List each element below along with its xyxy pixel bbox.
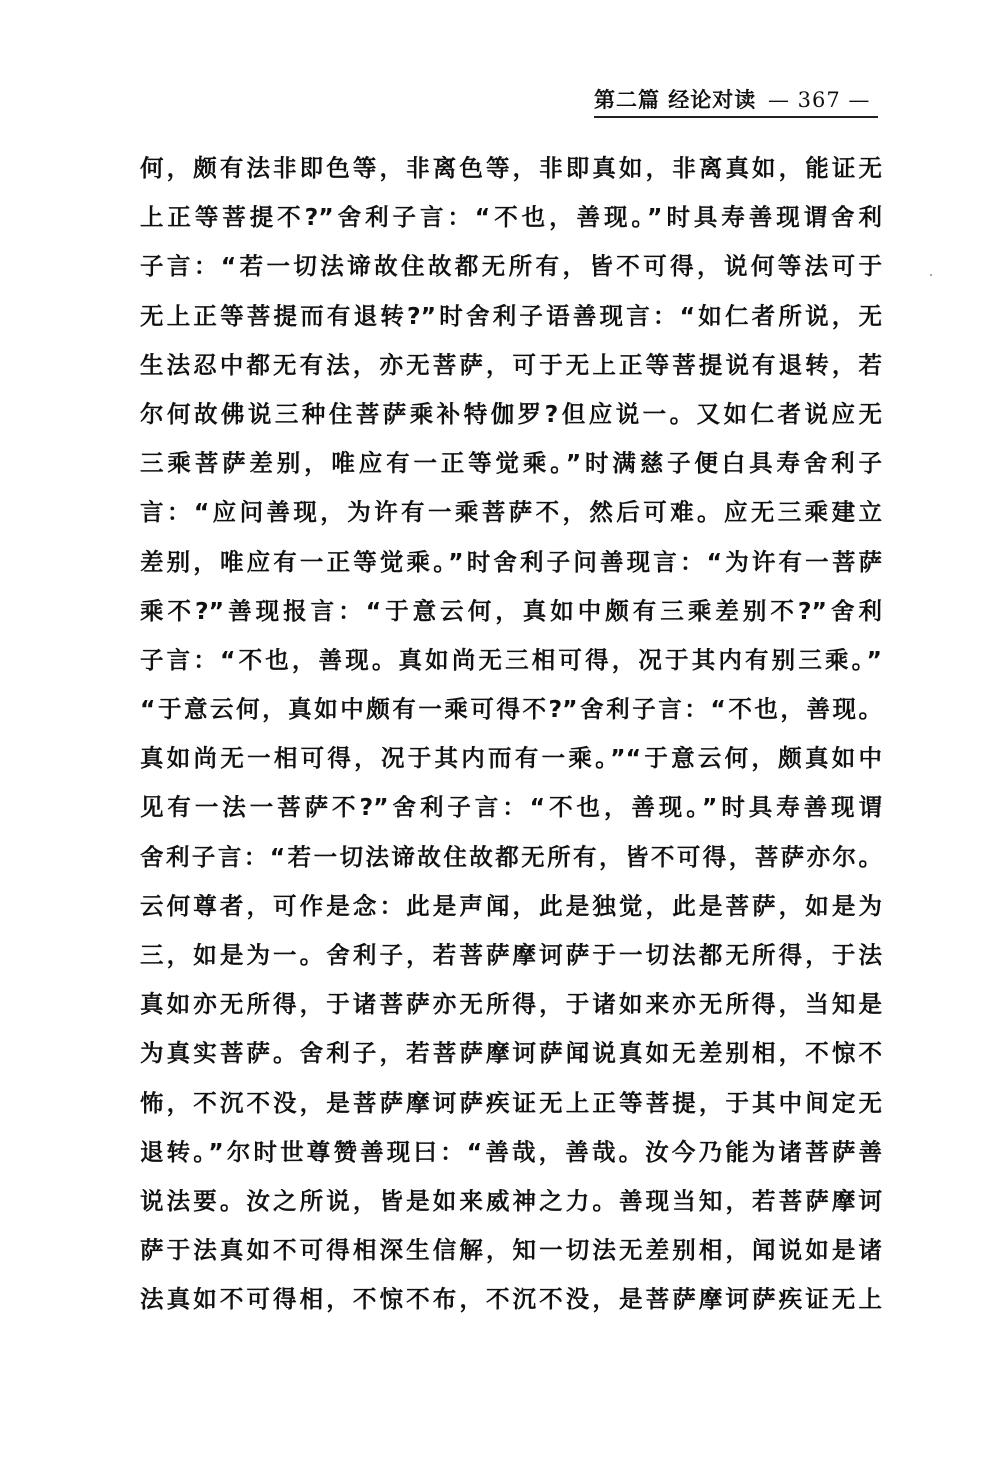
text-line: 无上正等菩提而有退转?”时舍利子语善现言：“如仁者所说，无 bbox=[140, 301, 882, 330]
text-line: 子言：“若一切法谛故住故都无所有，皆不可得，说何等法可于 bbox=[140, 252, 882, 281]
text-line: 见有一法一菩萨不?”舍利子言：“不也，善现。”时具寿善现谓 bbox=[140, 793, 882, 822]
text-line: 萨于法真如不可得相深生信解，知一切法无差别相，闻说如是诸 bbox=[140, 1236, 882, 1265]
running-head bbox=[594, 88, 884, 118]
text-line: 怖，不沉不没，是菩萨摩诃萨疾证无上正等菩提，于其中间定无 bbox=[140, 1088, 882, 1117]
text-line: 何，颇有法非即色等，非离色等，非即真如，非离真如，能证无 bbox=[140, 154, 882, 182]
text-line: 说法要。汝之所说，皆是如来威神之力。善现当知，若菩萨摩诃 bbox=[140, 1186, 882, 1215]
text-line: 舍利子言：“若一切法谛故住故都无所有，皆不可得，菩萨亦尔。 bbox=[140, 842, 882, 871]
header-rule bbox=[594, 116, 878, 118]
text-line: 子言：“不也，善现。真如尚无三相可得，况于其内有别三乘。” bbox=[140, 645, 882, 674]
section-title: 第二篇 经论对读 bbox=[594, 88, 757, 112]
text-line: 三，如是为一。舍利子，若菩萨摩诃萨于一切法都无所得，于法 bbox=[140, 941, 882, 969]
text-line: 云何尊者，可作是念：此是声闻，此是独觉，此是菩萨，如是为 bbox=[140, 891, 882, 920]
text-line: 乘不?”善现报言：“于意云何，真如中颇有三乘差别不?”舍利 bbox=[140, 596, 882, 625]
text-line: 三乘菩萨差别，唯应有一正等觉乘。”时满慈子便白具寿舍利子 bbox=[140, 449, 882, 478]
text-line: 生法忍中都无有法，亦无菩萨，可于无上正等菩提说有退转，若 bbox=[140, 350, 882, 379]
text-line: 为真实菩萨。舍利子，若菩萨摩诃萨闻说真如无差别相，不惊不 bbox=[140, 1039, 882, 1068]
text-line: 差别，唯应有一正等觉乘。”时舍利子问善现言：“为许有一菩萨 bbox=[140, 547, 882, 576]
page-number: — 367 — bbox=[768, 88, 871, 112]
text-line: 真如亦无所得，于诸菩萨亦无所得，于诸如来亦无所得，当知是 bbox=[140, 990, 882, 1019]
scan-speck bbox=[930, 274, 932, 276]
text-line: 言：“应问善现，为许有一乘菩萨不，然后可难。应无三乘建立 bbox=[140, 498, 882, 527]
text-line: “于意云何，真如中颇有一乘可得不?”舍利子言：“不也，善现。 bbox=[140, 695, 882, 724]
body-text bbox=[140, 144, 882, 1325]
text-line: 退转。”尔时世尊赞善现曰：“善哉，善哉。汝今乃能为诸菩萨善 bbox=[140, 1137, 882, 1166]
text-line: 真如尚无一相可得，况于其内而有一乘。”“于意云何，颇真如中 bbox=[140, 744, 882, 773]
text-line: 法真如不可得相，不惊不布，不沉不没，是菩萨摩诃萨疾证无上 bbox=[140, 1285, 882, 1314]
text-line: 尔何故佛说三种住菩萨乘补特伽罗?但应说一。又如仁者说应无 bbox=[140, 399, 882, 428]
text-line: 上正等菩提不?”舍利子言：“不也，善现。”时具寿善现谓舍利 bbox=[140, 203, 882, 232]
